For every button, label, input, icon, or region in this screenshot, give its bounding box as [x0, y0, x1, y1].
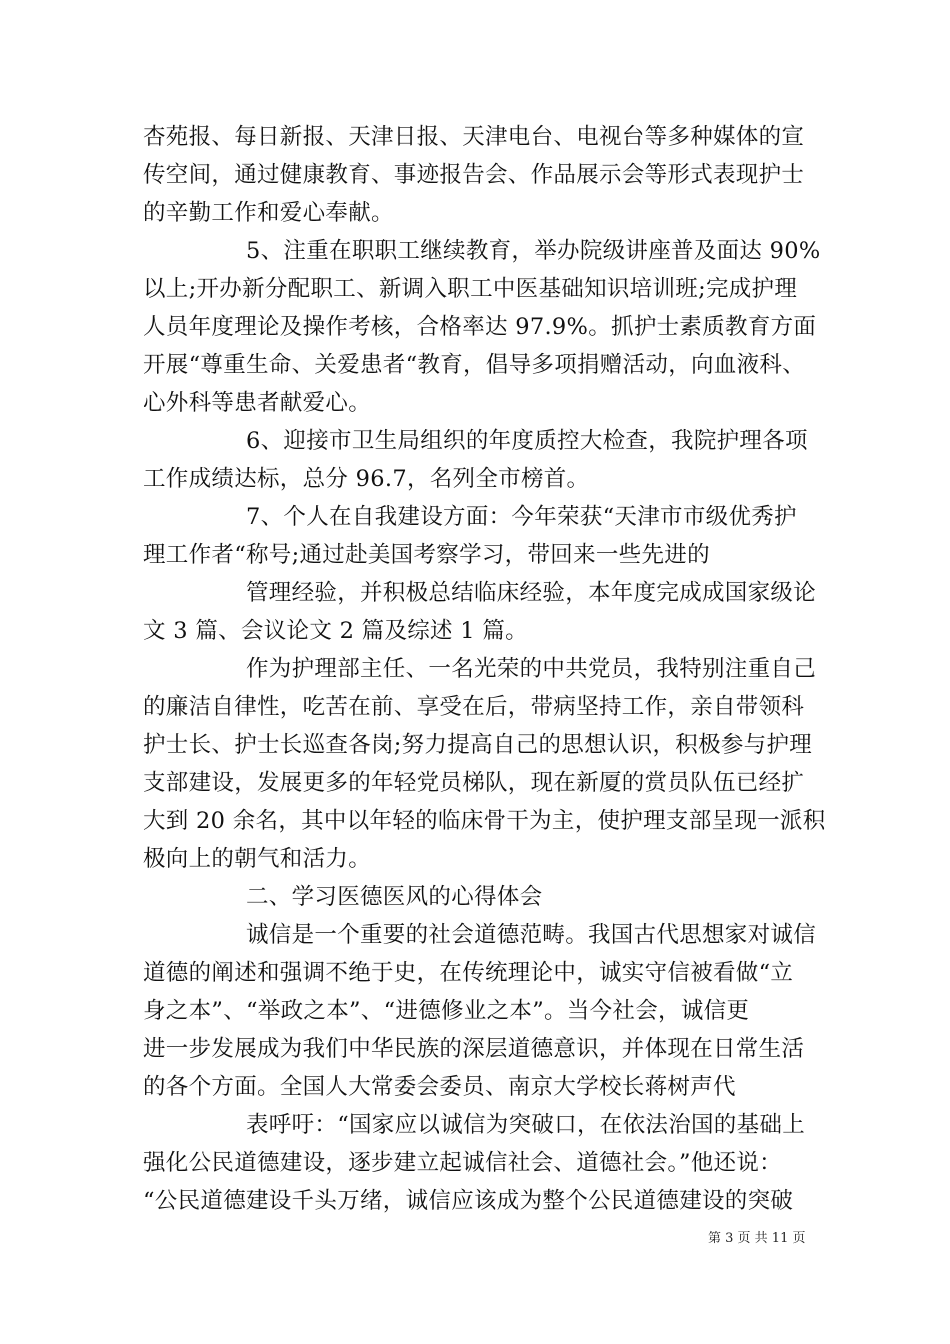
text-line: 杏苑报、每日新报、天津日报、天津电台、电视台等多种媒体的宣 [143, 124, 805, 150]
text-line: 的辛勤工作和爱心奉献。 [143, 200, 394, 226]
text-line: 5、注重在职职工继续教育，举办院级讲座普及面达 90% [246, 238, 821, 264]
text-line: 作为护理部主任、一名光荣的中共党员，我特别注重自己 [246, 656, 817, 682]
text-line: 诚信是一个重要的社会道德范畴。我国古代思想家对诚信 [246, 922, 817, 948]
text-line: 传空间，通过健康教育、事迹报告会、作品展示会等形式表现护士 [143, 162, 805, 188]
text-line: 道德的阐述和强调不绝于史，在传统理论中，诚实守信被看做“立 [143, 960, 794, 986]
text-line: 的各个方面。全国人大常委会委员、南京大学校长蒋树声代 [143, 1074, 736, 1100]
text-line: “公民道德建设千头万绪，诚信应该成为整个公民道德建设的突破 [143, 1188, 794, 1214]
text-line: 护士长、护士长巡查各岗;努力提高自己的思想认识，积极参与护理 [143, 732, 813, 758]
text-line: 开展“尊重生命、关爱患者“教育，倡导多项捐赠活动，向血液科、 [143, 352, 806, 378]
text-line: 支部建设，发展更多的年轻党员梯队，现在新厦的赏员队伍已经扩 [143, 770, 805, 796]
text-line: 6、迎接市卫生局组织的年度质控大检查，我院护理各项 [246, 428, 808, 454]
text-line: 心外科等患者献爱心。 [143, 390, 372, 416]
section-heading: 二、学习医德医风的心得体会 [246, 884, 543, 910]
page-number-footer: 第 3 页 共 11 页 [708, 1231, 806, 1246]
text-line: 管理经验，并积极总结临床经验，本年度完成成国家级论 [246, 580, 817, 606]
text-line: 大到 20 余名，其中以年轻的临床骨干为主，使护理支部呈现一派积 [143, 808, 826, 834]
text-line: 表呼吁：“国家应以诚信为突破口，在依法治国的基础上 [246, 1112, 806, 1138]
text-line: 7、个人在自我建设方面：今年荣获“天津市市级优秀护 [246, 504, 797, 530]
text-line: 极向上的朝气和活力。 [143, 846, 372, 872]
text-line: 文 3 篇、会议论文 2 篇及综述 1 篇。 [143, 618, 528, 644]
text-line: 以上;开办新分配职工、新调入职工中医基础知识培训班;完成护理 [143, 276, 798, 302]
text-line: 人员年度理论及操作考核，合格率达 97.9%。抓护士素质教育方面 [143, 314, 817, 340]
text-line: 的廉洁自律性，吃苦在前、享受在后，带病坚持工作，亲自带领科 [143, 694, 805, 720]
text-line: 强化公民道德建设，逐步建立起诚信社会、道德社会。”他还说： [143, 1150, 782, 1176]
text-line: 身之本”、“举政之本”、“进德修业之本”。当今社会，诚信更 [143, 998, 750, 1024]
text-line: 进一步发展成为我们中华民族的深层道德意识，并体现在日常生活 [143, 1036, 805, 1062]
text-line: 理工作者“称号;通过赴美国考察学习，带回来一些先进的 [143, 542, 710, 568]
text-line: 工作成绩达标，总分 96.7，名列全市榜首。 [143, 466, 590, 492]
